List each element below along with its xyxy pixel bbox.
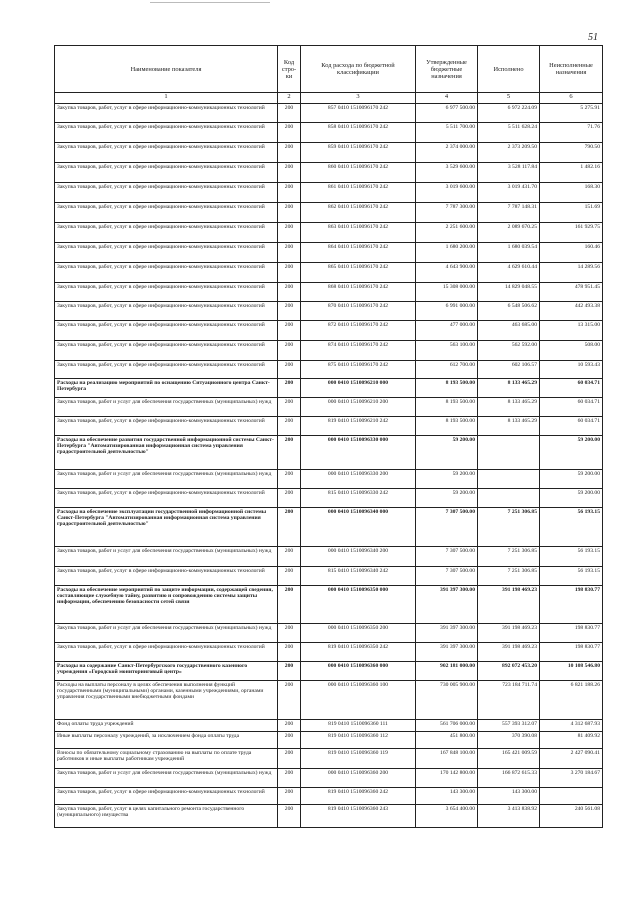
row-line-code-cell: 200 [278,586,301,624]
row-approved-cell: 561 706 000.00 [416,720,478,732]
row-name-cell: Закупка товаров, работ и услуг для обеспечения государственных (муниципальных) нужд [55,470,278,489]
table-row [55,547,603,567]
row-classification-code-cell: 815 0410 1510096330 242 [301,489,416,508]
table-row [55,143,603,163]
row-classification-code-cell: 000 0410 1510096360 100 [301,681,416,720]
row-executed-cell: 7 787 148.31 [478,203,540,223]
row-line-code-cell: 200 [278,662,301,681]
row-unexecuted-cell: 59 200.00 [540,470,603,489]
row-approved-cell: 59 200.00 [416,436,478,470]
row-classification-code-cell: 000 0410 1510096340 200 [301,547,416,567]
row-classification-code-cell: 000 0410 1510096330 000 [301,436,416,470]
table-row [55,567,603,586]
row-name-cell: Закупка товаров, работ и услуг для обеспечения государственных (муниципальных) нужд [55,624,278,643]
row-executed-cell: 4 629 610.44 [478,263,540,283]
row-line-code-cell: 200 [278,302,301,321]
table-row [55,749,603,769]
row-classification-code-cell: 000 0410 1510096340 000 [301,508,416,547]
row-executed-cell: 8 133 465.29 [478,379,540,398]
row-line-code-cell: 200 [278,183,301,203]
row-line-code-cell: 200 [278,223,301,243]
row-executed-cell: 3 019 431.70 [478,183,540,203]
row-executed-cell: 3 528 117.84 [478,163,540,183]
col-number: 2 [278,93,301,104]
row-name-cell: Закупка товаров, работ, услуг в сфере информационно-коммуникационных технологий [55,361,278,379]
table-row [55,302,603,321]
row-line-code-cell: 200 [278,624,301,643]
row-classification-code-cell: 000 0410 1510096350 200 [301,624,416,643]
row-executed-cell: 892 072 453.20 [478,662,540,681]
row-classification-code-cell: 819 0410 1510096360 242 [301,788,416,805]
row-unexecuted-cell: 59 200.00 [540,436,603,470]
row-line-code-cell: 200 [278,243,301,263]
row-approved-cell: 391 397 300.00 [416,624,478,643]
top-rule [150,2,270,3]
row-classification-code-cell: 865 0410 1510096170 242 [301,263,416,283]
row-unexecuted-cell: 478 951.45 [540,283,603,302]
row-approved-cell: 6 991 000.00 [416,302,478,321]
row-line-code-cell: 200 [278,470,301,489]
row-executed-cell: 7 251 306.85 [478,567,540,586]
row-executed-cell: 391 198 469.23 [478,643,540,662]
row-unexecuted-cell: 168.30 [540,183,603,203]
table-row [55,586,603,624]
row-name-cell: Расходы на выплаты персоналу в целях обеспечения выполнения функций государственными (муниципальными) органами, казенными учреждениями, органами управления государственными внебюджетными фондами [55,681,278,720]
row-classification-code-cell: 862 0410 1510096170 242 [301,203,416,223]
row-classification-code-cell: 815 0410 1510096340 242 [301,567,416,586]
row-name-cell: Расходы на реализацию мероприятий по оснащению Ситуационного центра Санкт-Петербурга [55,379,278,398]
row-executed-cell: 6 972 224.09 [478,104,540,123]
row-unexecuted-cell: 6 821 188.26 [540,681,603,720]
col-header-unexecuted: Неисполненные назначения [540,46,603,93]
row-name-cell: Закупка товаров, работ, услуг в сфере информационно-коммуникационных технологий [55,302,278,321]
row-executed-cell: 8 133 465.29 [478,417,540,436]
row-classification-code-cell: 874 0410 1510096170 242 [301,341,416,361]
row-line-code-cell: 200 [278,104,301,123]
row-classification-code-cell: 000 0410 1510096210 200 [301,398,416,417]
row-unexecuted-cell: 5 275.91 [540,104,603,123]
row-name-cell: Закупка товаров, работ, услуг в сфере информационно-коммуникационных технологий [55,143,278,163]
row-name-cell: Закупка товаров, работ, услуг в сфере информационно-коммуникационных технологий [55,643,278,662]
row-classification-code-cell: 000 0410 1510096360 200 [301,769,416,788]
row-line-code-cell: 200 [278,567,301,586]
table-row [55,489,603,508]
table-row [55,436,603,470]
col-header-approved: Утвержденные бюджетные назначения [416,46,478,93]
table-row [55,732,603,749]
row-executed-cell: 14 829 048.55 [478,283,540,302]
row-classification-code-cell: 000 0410 1510096210 000 [301,379,416,398]
row-executed-cell: 370 390.08 [478,732,540,749]
table-row [55,263,603,283]
row-classification-code-cell: 819 0410 1510096360 112 [301,732,416,749]
col-number: 4 [416,93,478,104]
row-name-cell: Фонд оплаты труда учреждений [55,720,278,732]
row-unexecuted-cell: 790.50 [540,143,603,163]
row-line-code-cell: 200 [278,203,301,223]
row-executed-cell: 166 872 615.33 [478,769,540,788]
row-unexecuted-cell: 1 482.16 [540,163,603,183]
row-unexecuted-cell: 71.76 [540,123,603,143]
row-classification-code-cell: 857 0410 1510096170 242 [301,104,416,123]
table-row [55,805,603,828]
row-executed-cell: 143 300.00 [478,788,540,805]
table-row [55,223,603,243]
row-name-cell: Расходы на обеспечение эксплуатации государственной информационной системы Санкт-Петербурга "Автоматизированная информационная система управления градостроительной деятельностью" [55,508,278,547]
row-approved-cell: 7 307 500.00 [416,508,478,547]
row-name-cell: Закупка товаров, работ, услуг в сфере информационно-коммуникационных технологий [55,223,278,243]
row-executed-cell: 8 133 465.29 [478,398,540,417]
row-executed-cell [478,436,540,470]
row-classification-code-cell: 864 0410 1510096170 242 [301,243,416,263]
row-executed-cell: 6 548 506.62 [478,302,540,321]
row-approved-cell: 170 142 800.00 [416,769,478,788]
table-body [55,104,603,828]
row-line-code-cell: 200 [278,508,301,547]
row-unexecuted-cell: 60 034.71 [540,398,603,417]
row-executed-cell: 391 198 469.23 [478,624,540,643]
row-unexecuted-cell: 56 193.15 [540,547,603,567]
row-approved-cell: 143 300.00 [416,788,478,805]
row-line-code-cell: 200 [278,321,301,341]
row-name-cell: Закупка товаров, работ, услуг в сфере информационно-коммуникационных технологий [55,104,278,123]
row-classification-code-cell: 875 0410 1510096170 242 [301,361,416,379]
table-row [55,398,603,417]
row-line-code-cell: 200 [278,732,301,749]
table-row [55,624,603,643]
row-executed-cell [478,470,540,489]
row-approved-cell: 391 397 300.00 [416,586,478,624]
row-unexecuted-cell: 161 929.75 [540,223,603,243]
budget-table [54,45,603,828]
table-row [55,321,603,341]
row-executed-cell: 1 680 039.54 [478,243,540,263]
row-line-code-cell: 200 [278,263,301,283]
row-name-cell: Закупка товаров, работ и услуг для обеспечения государственных (муниципальных) нужд [55,547,278,567]
col-header-classification: Код расхода по бюджетной классификации [301,46,416,93]
row-unexecuted-cell: 160.46 [540,243,603,263]
row-name-cell: Закупка товаров, работ, услуг в сфере информационно-коммуникационных технологий [55,341,278,361]
row-executed-cell: 7 251 306.85 [478,508,540,547]
row-executed-cell: 5 511 628.24 [478,123,540,143]
page-number: 51 [588,32,598,43]
row-line-code-cell: 200 [278,283,301,302]
row-approved-cell: 612 700.00 [416,361,478,379]
row-line-code-cell: 200 [278,643,301,662]
row-executed-cell: 723 184 711.74 [478,681,540,720]
row-classification-code-cell: 000 0410 1510096330 200 [301,470,416,489]
row-classification-code-cell: 819 0410 1510096360 243 [301,805,416,828]
row-executed-cell [478,489,540,508]
row-approved-cell: 3 654 400.00 [416,805,478,828]
row-approved-cell: 451 800.00 [416,732,478,749]
row-approved-cell: 391 397 300.00 [416,643,478,662]
row-approved-cell: 3 019 600.00 [416,183,478,203]
row-unexecuted-cell: 10 593.43 [540,361,603,379]
table-row [55,379,603,398]
row-approved-cell: 8 193 500.00 [416,398,478,417]
table-row [55,720,603,732]
row-unexecuted-cell: 14 289.56 [540,263,603,283]
row-approved-cell: 167 848 100.00 [416,749,478,769]
row-unexecuted-cell: 442 493.38 [540,302,603,321]
row-name-cell: Закупка товаров, работ, услуг в сфере информационно-коммуникационных технологий [55,417,278,436]
row-approved-cell: 2 251 600.00 [416,223,478,243]
row-approved-cell: 15 308 000.00 [416,283,478,302]
table-row [55,769,603,788]
table-row [55,243,603,263]
row-name-cell: Расходы на обеспечение развития государственной информационной системы Санкт-Петербурга "Автоматизированная информационная система управления градостроительной деятельностью" [55,436,278,470]
row-approved-cell: 6 977 500.00 [416,104,478,123]
row-classification-code-cell: 858 0410 1510096170 242 [301,123,416,143]
table-row [55,283,603,302]
row-executed-cell: 391 198 469.23 [478,586,540,624]
row-approved-cell: 2 374 000.00 [416,143,478,163]
row-name-cell: Закупка товаров, работ, услуг в сфере информационно-коммуникационных технологий [55,321,278,341]
row-name-cell: Расходы на содержание Санкт-Петербургского государственного казенного учреждения «Городской мониторинговый центр» [55,662,278,681]
row-name-cell: Закупка товаров, работ и услуг для обеспечения государственных (муниципальных) нужд [55,769,278,788]
row-approved-cell: 1 680 200.00 [416,243,478,263]
table-row [55,643,603,662]
row-classification-code-cell: 860 0410 1510096170 242 [301,163,416,183]
row-classification-code-cell: 868 0410 1510096170 242 [301,283,416,302]
row-name-cell: Закупка товаров, работ, услуг в сфере информационно-коммуникационных технологий [55,567,278,586]
row-unexecuted-cell: 240 561.08 [540,805,603,828]
table-row [55,417,603,436]
table-row [55,361,603,379]
row-approved-cell: 8 193 500.00 [416,379,478,398]
col-header-name: Наименование показателя [55,46,278,93]
table-row [55,341,603,361]
row-line-code-cell: 200 [278,436,301,470]
row-classification-code-cell: 819 0410 1510096360 111 [301,720,416,732]
row-name-cell: Закупка товаров, работ, услуг в сфере информационно-коммуникационных технологий [55,263,278,283]
table-row [55,508,603,547]
col-number: 6 [540,93,603,104]
row-executed-cell: 463 685.00 [478,321,540,341]
row-classification-code-cell: 000 0410 1510096360 000 [301,662,416,681]
row-approved-cell: 4 643 900.00 [416,263,478,283]
col-number: 3 [301,93,416,104]
row-classification-code-cell: 859 0410 1510096170 242 [301,143,416,163]
row-unexecuted-cell: 13 315.00 [540,321,603,341]
row-classification-code-cell: 819 0410 1510096360 119 [301,749,416,769]
row-line-code-cell: 200 [278,163,301,183]
row-name-cell: Закупка товаров, работ и услуг для обеспечения государственных (муниципальных) нужд [55,398,278,417]
row-name-cell: Иные выплаты персоналу учреждений, за исключением фонда оплаты труда [55,732,278,749]
row-approved-cell: 7 307 500.00 [416,547,478,567]
row-line-code-cell: 200 [278,398,301,417]
row-unexecuted-cell: 56 193.15 [540,567,603,586]
row-line-code-cell: 200 [278,361,301,379]
table-row [55,470,603,489]
row-approved-cell: 730 005 900.00 [416,681,478,720]
table-row [55,123,603,143]
table-row [55,163,603,183]
row-line-code-cell: 200 [278,489,301,508]
row-unexecuted-cell: 198 830.77 [540,624,603,643]
row-name-cell: Закупка товаров, работ, услуг в сфере информационно-коммуникационных технологий [55,203,278,223]
row-executed-cell: 2 089 670.25 [478,223,540,243]
row-unexecuted-cell: 2 427 090.41 [540,749,603,769]
table-row [55,788,603,805]
row-unexecuted-cell: 198 830.77 [540,586,603,624]
col-number: 1 [55,93,278,104]
row-approved-cell: 3 529 600.00 [416,163,478,183]
table-header-row [55,46,603,93]
row-line-code-cell: 200 [278,547,301,567]
row-name-cell: Закупка товаров, работ, услуг в сфере информационно-коммуникационных технологий [55,123,278,143]
row-unexecuted-cell: 56 193.15 [540,508,603,547]
col-header-code: Код стро-ки [278,46,301,93]
row-executed-cell: 557 393 312.07 [478,720,540,732]
row-approved-cell: 7 307 500.00 [416,567,478,586]
row-name-cell: Расходы на обеспечение мероприятий по защите информации, содержащей сведения, составляющие служебную тайну, развитию и сопровождению системы защиты информации, обеспечению безопасности сетей связи [55,586,278,624]
row-unexecuted-cell: 3 270 184.67 [540,769,603,788]
row-approved-cell: 59 200.00 [416,470,478,489]
col-header-executed: Исполнено [478,46,540,93]
row-unexecuted-cell: 508.00 [540,341,603,361]
table-row [55,681,603,720]
row-classification-code-cell: 872 0410 1510096170 242 [301,321,416,341]
row-unexecuted-cell: 198 830.77 [540,643,603,662]
row-classification-code-cell: 000 0410 1510096350 000 [301,586,416,624]
row-classification-code-cell: 870 0410 1510096170 242 [301,302,416,321]
row-executed-cell: 7 251 306.85 [478,547,540,567]
table-row [55,203,603,223]
row-classification-code-cell: 861 0410 1510096170 242 [301,183,416,203]
row-unexecuted-cell: 59 200.00 [540,489,603,508]
row-name-cell: Взносы по обязательному социальному страхованию на выплаты по оплате труда работников и иные выплаты работникам учреждений [55,749,278,769]
row-line-code-cell: 200 [278,341,301,361]
row-name-cell: Закупка товаров, работ, услуг в сфере информационно-коммуникационных технологий [55,489,278,508]
table-row [55,183,603,203]
col-number: 5 [478,93,540,104]
row-classification-code-cell: 819 0410 1510096210 242 [301,417,416,436]
row-line-code-cell: 200 [278,123,301,143]
table-row [55,662,603,681]
row-executed-cell: 165 421 009.59 [478,749,540,769]
row-line-code-cell: 200 [278,749,301,769]
table-row [55,104,603,123]
row-unexecuted-cell: 81 409.92 [540,732,603,749]
row-executed-cell: 3 413 838.92 [478,805,540,828]
row-line-code-cell: 200 [278,681,301,720]
row-approved-cell: 5 511 700.00 [416,123,478,143]
row-approved-cell: 59 200.00 [416,489,478,508]
row-line-code-cell: 200 [278,143,301,163]
row-approved-cell: 477 000.00 [416,321,478,341]
row-name-cell: Закупка товаров, работ, услуг в сфере информационно-коммуникационных технологий [55,243,278,263]
row-name-cell: Закупка товаров, работ, услуг в целях капитального ремонта государственного (муниципального) имущества [55,805,278,828]
row-line-code-cell: 200 [278,805,301,828]
row-unexecuted-cell: 4 312 687.93 [540,720,603,732]
row-line-code-cell: 200 [278,720,301,732]
row-approved-cell: 563 100.00 [416,341,478,361]
row-unexecuted-cell: 151.69 [540,203,603,223]
row-line-code-cell: 200 [278,769,301,788]
row-line-code-cell: 200 [278,788,301,805]
row-executed-cell: 602 106.57 [478,361,540,379]
row-name-cell: Закупка товаров, работ, услуг в сфере информационно-коммуникационных технологий [55,163,278,183]
row-unexecuted-cell [540,788,603,805]
row-unexecuted-cell: 60 034.71 [540,417,603,436]
row-executed-cell: 2 373 209.50 [478,143,540,163]
row-name-cell: Закупка товаров, работ, услуг в сфере информационно-коммуникационных технологий [55,788,278,805]
row-name-cell: Закупка товаров, работ, услуг в сфере информационно-коммуникационных технологий [55,183,278,203]
row-unexecuted-cell: 60 034.71 [540,379,603,398]
column-number-row [55,93,603,104]
row-name-cell: Закупка товаров, работ, услуг в сфере информационно-коммуникационных технологий [55,283,278,302]
row-unexecuted-cell: 10 108 546.80 [540,662,603,681]
row-approved-cell: 902 181 000.00 [416,662,478,681]
row-approved-cell: 7 787 300.00 [416,203,478,223]
row-classification-code-cell: 863 0410 1510096170 242 [301,223,416,243]
row-classification-code-cell: 819 0410 1510096350 242 [301,643,416,662]
row-approved-cell: 8 193 500.00 [416,417,478,436]
row-line-code-cell: 200 [278,379,301,398]
row-executed-cell: 562 592.00 [478,341,540,361]
row-line-code-cell: 200 [278,417,301,436]
